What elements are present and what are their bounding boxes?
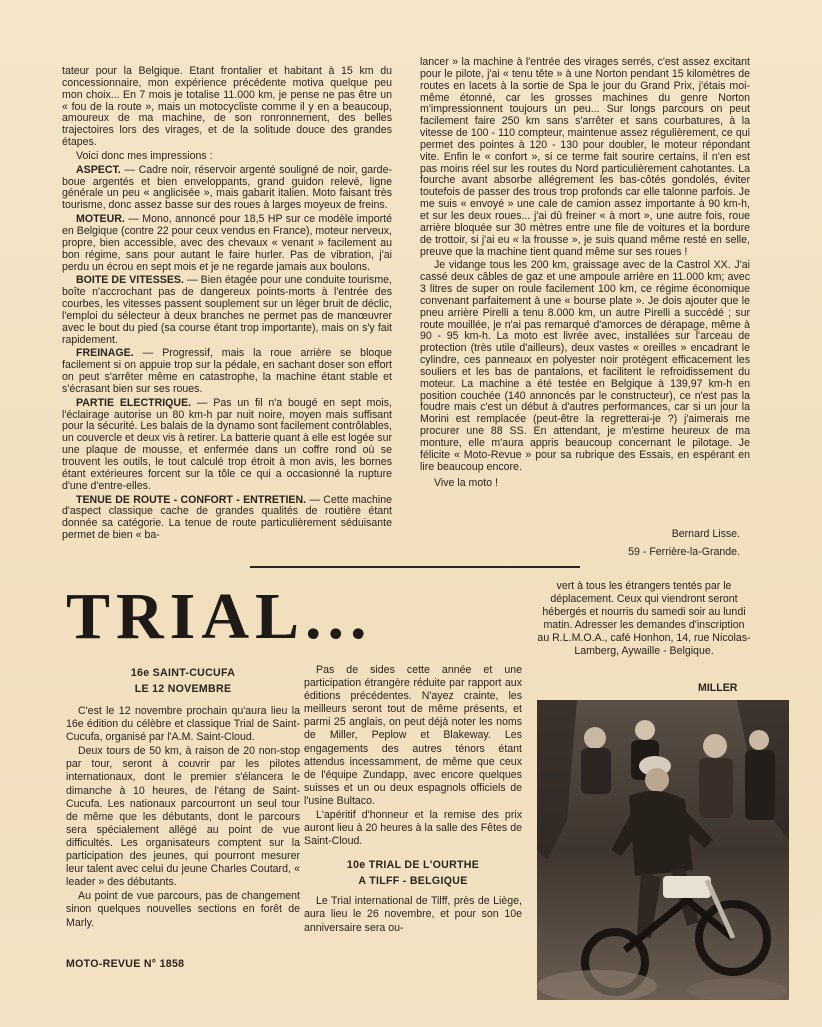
paragraph-text: — Mono, annoncé pour 18,5 HP sur ce modèle importé en Belgique (contre 22 pour ceux vendus en France), moteur nerveux, propre, bien accessible, avec des chevaux « venant » facilement au bon régime, sans pour autant le faire hurler. Pas de vibration, j'ai perdu un écrou en sept mois et je ne regarde jamais aux boulons. <box>62 213 392 273</box>
section-lead: PARTIE ELECTRIQUE. <box>76 396 192 409</box>
trial-paragraph: vert à tous les étrangers tentés par le déplacement. Ceux qui viendront seront hébergés et nourris du samedi soir au lundi matin. Adresser les demandes d'inscription au R.L.M.O.A., café Honhon, 14, rue Nicolas-Lamberg, Aywaille - Belgique. <box>537 580 751 658</box>
section-lead: TENUE DE ROUTE - CONFORT - ENTRETIEN. <box>76 493 307 506</box>
signature-place: 59 - Ferrière-la-Grande. <box>628 546 740 558</box>
trial-paragraph: C'est le 12 novembre prochain qu'aura lieu la 16e édition du célèbre et classique Trial de Saint-Cucufa, organisé par l'A.M. Saint-Cloud. <box>66 705 300 744</box>
article-paragraph <box>62 165 392 212</box>
article-paragraph <box>62 398 392 493</box>
article-paragraph <box>62 495 392 542</box>
event2-heading-2: A TILFF - BELGIQUE <box>358 875 468 888</box>
article-paragraph <box>62 348 392 395</box>
event2-heading-1: 10e TRIAL DE L'OURTHE <box>346 859 480 872</box>
trial-paragraph: Deux tours de 50 km, à raison de 20 non-stop par tour, seront à couvrir par les pilotes internationaux, dont le premier s'élancera le dimanche à 10 heures, de l'étang de Saint-Cucufa. Les nationaux parcourront un seul tour de même que les débutants, dont le parcours sera spécialement allégé au point de vue difficultés. Les organisateurs comptent sur la participation des jeunes, qui pourront mesurer leur talent avec celui du jeune Charles Coutard, « leader » des débutants. <box>66 745 300 889</box>
section-lead: BOITE DE VITESSES. <box>76 274 184 287</box>
section-lead: ASPECT. <box>76 163 121 176</box>
section-lead: FREINAGE. <box>76 347 134 360</box>
article-right-column <box>420 57 750 491</box>
event1-heading-2: LE 12 NOVEMBRE <box>134 683 232 695</box>
article-paragraph: lancer » la machine à l'entrée des virages serrés, c'est assez excitant pour le pilote, j'ai « tenu tête » à une Norton pendant 15 kilomètres de routes en lacets à la sortie de Spa le jour du Grand Prix, j'étais moi-même étonné, car les grosses machines du genre Norton m'impressionnent toujours un peu... Sur longs parcours on peut facilement faire 250 km sans s'arrêter et sans courbatures, à la vitesse de 100 - 110 compteur, maintenue assez régulièrement, ce qui permet des pointes à 120 - 130 pour doubler, le moteur répondant vite. Enfin le « confort », si ce terme fait sourire certains, il n'en est pas moins réel sur les routes du Nord particulièrement cahotantes. La fourche avant absorbe allégrement les bas-côtés gondolés, éviter toutefois de passer des trous trop profonds car elle talonne parfois. Je me suis « envoyé » une cale de camion assez importante à 90 km-h, et sur les deux roues... j'ai dû freiner « à mort », une autre fois, roue arrière bloquée sur 30 mètres entre une file de voitures et la bordure de trottoir, si j'ai eu « la frousse », je suis quand même resté en selle, preuve que la machine tient quand même sur ses roues ! <box>420 56 750 258</box>
trial-column-3 <box>537 580 751 660</box>
trial-column-1 <box>66 666 300 931</box>
paragraph-text: — Cadre noir, réservoir argenté souligné de noir, garde-boue argentés et bien enveloppants, grand guidon relevé, ligne générale un peu « anglicisée », mais gabarit italien. Moto faisant très tourisme, donc assez basse sur des roues à larges moyeux de freins. <box>62 163 392 212</box>
article-paragraph: Je vidange tous les 200 km, graissage avec de la Castrol XX. J'ai cassé deux câbles de gaz et une ampoule arrière en 11.000 km; avec 3 litres de super on roule facilement 100 km, ce régime économique convenant parfaitement à une « bourse plate ». Je dois ajouter que le pneu arrière Pirelli a tenu 8.000 km, un autre Pirelli a succédé ; sur route mouillée, je n'ai pas remarqué d'amorces de dérapage, même à 90 - 95 km-h. La moto est livrée avec, installées sur l'arceau de protection (très utile d'ailleurs), deux vastes « oreilles » encadrant le cylindre, ces panneaux en polyester noir protègent efficacement les souliers et les bas de pantalons, et facilitent le refroidissement du moteur. La machine a été testée en Belgique à 139,97 km-h en position couchée (140 annoncés par le constructeur), ce n'est pas la foudre mais c'est un début à d'autres performances, car si un jour la Morini est remplacée (peut-être la regretterai-je ?) j'aimerais me procurer une 88 SS. En attendant, je m'estime heureux de ma monture, elle m'aura appris beaucoup concernant le pilotage. Je félicite « Moto-Revue » pour sa rubrique des Essais, en espérant en lire beaucoup encore. <box>420 259 750 473</box>
trial-column-2 <box>304 664 522 936</box>
article-paragraph <box>62 66 392 149</box>
photo-caption: MILLER <box>698 682 738 694</box>
signature-name: Bernard Lisse. <box>671 528 740 540</box>
trial-paragraph: Pas de sides cette année et une participation étrangère réduite par rapport aux éditions précédentes. N'ayez crainte, les meilleurs seront tout de même présents, et parmi 25 anglais, on peut déjà noter les noms de Miller, Peplow et Blakeway. Les engagements des autres ténors étant attendus incessamment, de même que ceux de l'équipe Zundapp, avec encore quelques suisses et un ou deux espagnols officiels de l'usine Bultaco. <box>304 664 522 807</box>
trial-title: TRIAL... <box>66 580 373 653</box>
paragraph-text: — Bien étagée pour une conduite tourisme, boîte n'accrochant pas de dangereux points-morts à l'entrée des courbes, les vitesses passent souplement sur un léger bruit de déclic, l'emploi du sélecteur à deux branches ne permet pas de manœuvrer avec le bout du pied (sa course étant trop importante), mais on s'y fait rapidement. <box>62 274 392 346</box>
article-paragraph <box>62 214 392 273</box>
section-separator <box>250 566 580 568</box>
article-paragraph <box>62 275 392 346</box>
paragraph-text: — Progressif, mais la roue arrière se bloque facilement si on appuie trop sur la pédale, en sachant doser son effort on peut s'arrêter même en catastrophe, la machine étant stable et s'écrasant bien sur ses roues. <box>62 347 392 395</box>
paragraph-text: — Cette machine d'aspect classique cache de grandes qualités de routière étant donnée sa catégorie. La tenue de route particulièrement séduisante permet de bien « ba- <box>62 493 392 542</box>
paragraph-text: — Pas un fil n'a bougé en sept mois, l'éclairage autorise un 80 km-h par nuit noire, moyen mais suffisant pour la sécurité. Les balais de la dynamo sont facilement contrôlables, un couvercle et deux vis à retirer. La batterie quant à elle est logée sur une plaque de mousse, et enfermée dans un coffre rond où se trouvent les outils, le tout calculé trop étroit à mon avis, les bornes étant extérieures forcent sur la tôle ce qui a occasionné la rupture d'une d'entre-elles. <box>62 396 392 492</box>
paragraph-text: Voici donc mes impressions : <box>76 149 213 162</box>
trial-photo <box>537 700 789 1000</box>
article-paragraph <box>62 151 392 163</box>
paragraph-text: tateur pour la Belgique. Etant frontalier et habitant à 15 km du concessionnaire, mon expérience précédente motiva quelque peu mon choix... En 7 mois je totalise 11.000 km, je pense ne pas être un « fou de la route », mais un motocycliste comme il y en a beaucoup, amoureux de ma machine, de son ronronnement, des belles trajectoires lors des virages, et de la solitude douce des grandes étapes. <box>62 65 392 149</box>
trial-paragraph: Le Trial international de Tilff, près de Liège, aura lieu le 26 novembre, et pour son 10e anniversaire sera ou- <box>304 895 522 934</box>
section-lead: MOTEUR. <box>76 213 125 226</box>
trial-paragraph: L'apéritif d'honneur et la remise des prix auront lieu à 20 heures à la salle des Fêtes de Saint-Cloud. <box>304 809 522 848</box>
article-paragraph: Vive la moto ! <box>434 476 498 489</box>
page-footer: MOTO-REVUE N° 1858 <box>66 958 185 970</box>
trial-paragraph: Au point de vue parcours, pas de changement sinon quelques nouvelles sections en forêt de Marly. <box>66 890 300 929</box>
event1-heading-1: 16e SAINT-CUCUFA <box>130 667 236 679</box>
article-left-column <box>62 66 392 544</box>
